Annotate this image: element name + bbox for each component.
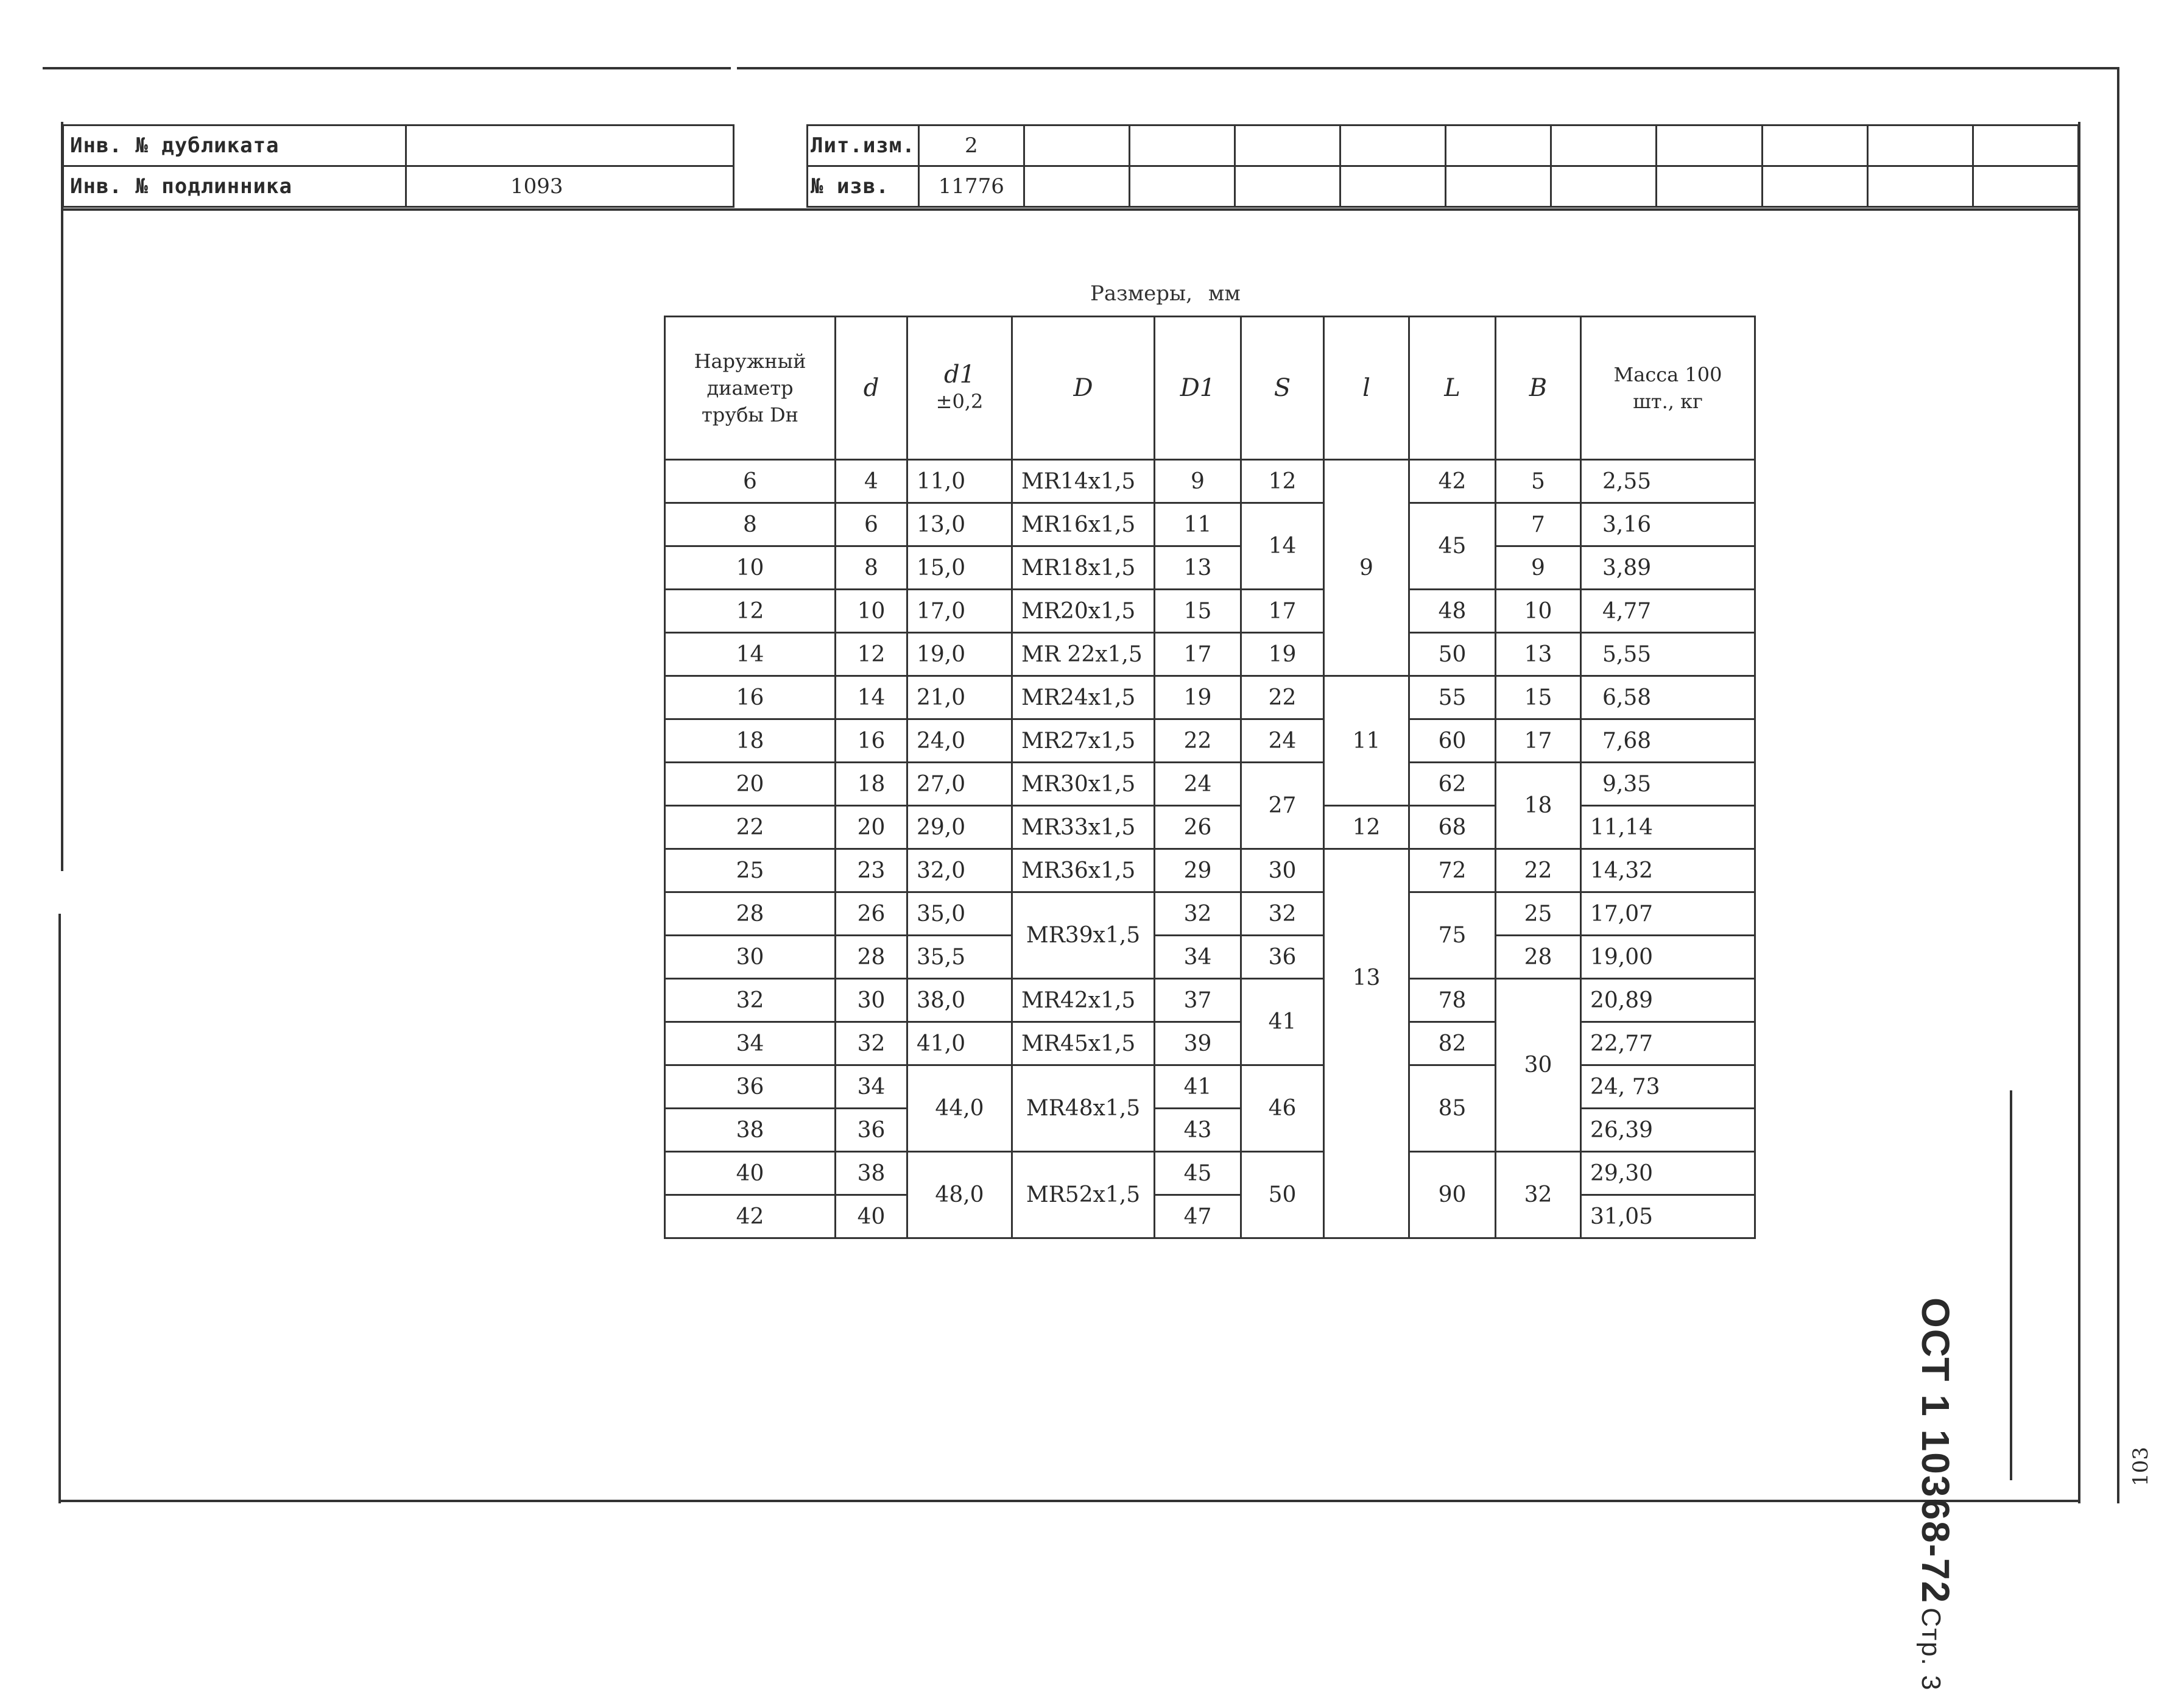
cell-D1: 37 — [1155, 979, 1241, 1022]
cell-S: 50 — [1241, 1152, 1324, 1238]
table-row — [665, 979, 1755, 1022]
table-row — [665, 503, 1755, 546]
table-row — [665, 633, 1755, 676]
stamp-changes — [806, 124, 2079, 208]
cell-outer-diameter: 40 — [665, 1152, 836, 1195]
cell-mass: 4,77 — [1581, 590, 1755, 633]
cell-outer-diameter: 25 — [665, 849, 836, 892]
cell-d1: 17,0 — [907, 590, 1012, 633]
cell-B: 28 — [1496, 936, 1581, 979]
cell-B: 7 — [1496, 503, 1581, 546]
table-caption — [1090, 281, 1241, 306]
cell-B: 5 — [1496, 460, 1581, 503]
cell-outer-diameter: 22 — [665, 806, 836, 849]
stamp-value — [406, 125, 734, 166]
frame-top — [61, 208, 2080, 211]
cell-D1: 34 — [1155, 936, 1241, 979]
cell-D: MR45x1,5 — [1012, 1022, 1155, 1065]
cell-outer-diameter: 6 — [665, 460, 836, 503]
stamp-empty-cell — [1129, 166, 1235, 207]
cell-D: MR18x1,5 — [1012, 546, 1155, 590]
cell-mass: 14,32 — [1581, 849, 1755, 892]
cell-d: 14 — [836, 676, 907, 719]
table-row — [665, 719, 1755, 763]
cell-d: 23 — [836, 849, 907, 892]
stamp-label: № изв. — [808, 166, 919, 207]
cell-mass: 2,55 — [1581, 460, 1755, 503]
cell-D1: 39 — [1155, 1022, 1241, 1065]
cell-D: MR 22x1,5 — [1012, 633, 1155, 676]
header-d1-symbol: d1 — [943, 361, 976, 389]
cell-L: 90 — [1409, 1152, 1496, 1238]
cell-S: 32 — [1241, 892, 1324, 936]
table-row — [665, 1022, 1755, 1065]
cell-mass: 31,05 — [1581, 1195, 1755, 1238]
caption-title: Размеры, — [1090, 281, 1192, 306]
cell-S: 36 — [1241, 936, 1324, 979]
cell-outer-diameter: 8 — [665, 503, 836, 546]
cell-S: 46 — [1241, 1065, 1324, 1152]
stamp-empty-cell — [1235, 125, 1340, 166]
cell-mass: 3,89 — [1581, 546, 1755, 590]
cell-mass: 19,00 — [1581, 936, 1755, 979]
cell-L: 78 — [1409, 979, 1496, 1022]
cell-L: 50 — [1409, 633, 1496, 676]
cell-S: 27 — [1241, 763, 1324, 849]
table-row — [665, 892, 1755, 936]
cell-D1: 22 — [1155, 719, 1241, 763]
cell-d: 34 — [836, 1065, 907, 1109]
cell-D1: 41 — [1155, 1065, 1241, 1109]
cell-outer-diameter: 28 — [665, 892, 836, 936]
cell-d: 8 — [836, 546, 907, 590]
document-code: ОСТ 1 10368-72 — [1914, 1297, 1957, 1605]
cell-d: 28 — [836, 936, 907, 979]
cell-D: MR52x1,5 — [1012, 1152, 1155, 1238]
cell-outer-diameter: 18 — [665, 719, 836, 763]
cell-D: MR30x1,5 — [1012, 763, 1155, 806]
cell-L: 45 — [1409, 503, 1496, 590]
cell-d: 16 — [836, 719, 907, 763]
cell-d: 40 — [836, 1195, 907, 1238]
cell-B: 9 — [1496, 546, 1581, 590]
stamp-value: 11776 — [918, 166, 1024, 207]
cell-mass: 9,35 — [1581, 763, 1755, 806]
cell-d1: 48,0 — [907, 1152, 1012, 1238]
stamp-empty-cell — [1129, 125, 1235, 166]
stamp-empty-cell — [1024, 125, 1129, 166]
stamp-empty-cell — [1867, 166, 1973, 207]
cell-L: 62 — [1409, 763, 1496, 806]
cell-outer-diameter: 34 — [665, 1022, 836, 1065]
cell-outer-diameter: 16 — [665, 676, 836, 719]
cell-B: 10 — [1496, 590, 1581, 633]
table-row — [665, 676, 1755, 719]
header-d: d — [836, 317, 907, 460]
cell-mass: 6,58 — [1581, 676, 1755, 719]
cell-B: 25 — [1496, 892, 1581, 936]
top-rule-right — [737, 67, 2119, 69]
stamp-label: Инв. № дубликата — [63, 125, 406, 166]
cell-outer-diameter: 14 — [665, 633, 836, 676]
cell-outer-diameter: 42 — [665, 1195, 836, 1238]
cell-d1: 29,0 — [907, 806, 1012, 849]
page-label: Стр. 3 — [1916, 1608, 1946, 1691]
stamp-empty-cell — [1762, 166, 1867, 207]
cell-d1: 32,0 — [907, 849, 1012, 892]
cell-outer-diameter: 30 — [665, 936, 836, 979]
cell-D1: 17 — [1155, 633, 1241, 676]
cell-mass: 3,16 — [1581, 503, 1755, 546]
cell-outer-diameter: 38 — [665, 1109, 836, 1152]
cell-d1: 19,0 — [907, 633, 1012, 676]
cell-B: 30 — [1496, 979, 1581, 1152]
frame-bottom — [58, 1500, 2080, 1502]
cell-mass: 24, 73 — [1581, 1065, 1755, 1109]
cell-S: 14 — [1241, 503, 1324, 590]
right-outer-edge — [2117, 67, 2119, 1503]
stamp-row — [808, 166, 2079, 207]
cell-D1: 47 — [1155, 1195, 1241, 1238]
cell-d: 30 — [836, 979, 907, 1022]
cell-l: 12 — [1324, 806, 1409, 849]
cell-D1: 32 — [1155, 892, 1241, 936]
cell-D: MR36x1,5 — [1012, 849, 1155, 892]
table-row — [665, 806, 1755, 849]
cell-L: 55 — [1409, 676, 1496, 719]
cell-d1: 13,0 — [907, 503, 1012, 546]
cell-mass: 17,07 — [1581, 892, 1755, 936]
stamp-empty-cell — [1551, 125, 1657, 166]
cell-D1: 29 — [1155, 849, 1241, 892]
table-row — [665, 1109, 1755, 1152]
stamp-empty-cell — [1867, 125, 1973, 166]
table-row — [665, 849, 1755, 892]
header-B: B — [1496, 317, 1581, 460]
cell-B: 17 — [1496, 719, 1581, 763]
cell-D1: 13 — [1155, 546, 1241, 590]
cell-d: 10 — [836, 590, 907, 633]
cell-L: 68 — [1409, 806, 1496, 849]
cell-d1: 21,0 — [907, 676, 1012, 719]
cell-S: 41 — [1241, 979, 1324, 1065]
cell-l: 9 — [1324, 460, 1409, 676]
stamp-empty-cell — [1340, 166, 1446, 207]
cell-D1: 11 — [1155, 503, 1241, 546]
cell-d: 4 — [836, 460, 907, 503]
cell-D: MR24x1,5 — [1012, 676, 1155, 719]
cell-S: 19 — [1241, 633, 1324, 676]
cell-D: MR39x1,5 — [1012, 892, 1155, 979]
cell-B: 13 — [1496, 633, 1581, 676]
cell-B: 32 — [1496, 1152, 1581, 1238]
cell-D: MR14x1,5 — [1012, 460, 1155, 503]
cell-d1: 27,0 — [907, 763, 1012, 806]
frame-left-lower — [58, 914, 61, 1503]
cell-mass: 7,68 — [1581, 719, 1755, 763]
cell-L: 42 — [1409, 460, 1496, 503]
stamp-empty-cell — [1024, 166, 1129, 207]
cell-mass: 11,14 — [1581, 806, 1755, 849]
cell-mass: 5,55 — [1581, 633, 1755, 676]
cell-L: 72 — [1409, 849, 1496, 892]
stamp-label: Инв. № подлинника — [63, 166, 406, 207]
cell-D1: 15 — [1155, 590, 1241, 633]
table-header-row — [665, 317, 1755, 460]
cell-S: 24 — [1241, 719, 1324, 763]
cell-d1: 44,0 — [907, 1065, 1012, 1152]
cell-d: 18 — [836, 763, 907, 806]
cell-L: 60 — [1409, 719, 1496, 763]
cell-d: 26 — [836, 892, 907, 936]
top-rule-left — [43, 67, 731, 69]
cell-d1: 41,0 — [907, 1022, 1012, 1065]
cell-d: 20 — [836, 806, 907, 849]
cell-d1: 35,5 — [907, 936, 1012, 979]
cell-D: MR20x1,5 — [1012, 590, 1155, 633]
cell-d: 36 — [836, 1109, 907, 1152]
document-designation — [1913, 1297, 1958, 1691]
header-l: l — [1324, 317, 1409, 460]
header-D1: D1 — [1155, 317, 1241, 460]
cell-l: 13 — [1324, 849, 1409, 1238]
cell-d: 38 — [836, 1152, 907, 1195]
cell-d: 12 — [836, 633, 907, 676]
stamp-empty-cell — [1973, 166, 2078, 207]
stamp-label: Лит.изм. — [808, 125, 919, 166]
table-row — [665, 936, 1755, 979]
stamp-empty-cell — [1657, 125, 1762, 166]
header-outer-diameter: Наружный диаметр трубы Dн — [665, 317, 836, 460]
cell-S: 30 — [1241, 849, 1324, 892]
cell-d: 32 — [836, 1022, 907, 1065]
cell-D: MR27x1,5 — [1012, 719, 1155, 763]
designation-underline — [2010, 1090, 2012, 1480]
stamp-value: 1093 — [406, 166, 734, 207]
cell-D1: 45 — [1155, 1152, 1241, 1195]
cell-S: 17 — [1241, 590, 1324, 633]
cell-L: 85 — [1409, 1065, 1496, 1152]
header-mass: Масса 100 шт., кг — [1581, 317, 1755, 460]
table-row — [665, 1152, 1755, 1195]
table-row — [665, 546, 1755, 590]
cell-B: 22 — [1496, 849, 1581, 892]
stamp-value: 2 — [918, 125, 1024, 166]
stamp-row — [63, 125, 734, 166]
cell-l: 11 — [1324, 676, 1409, 806]
cell-outer-diameter: 10 — [665, 546, 836, 590]
cell-d1: 38,0 — [907, 979, 1012, 1022]
cell-D1: 19 — [1155, 676, 1241, 719]
cell-D1: 43 — [1155, 1109, 1241, 1152]
cell-mass: 22,77 — [1581, 1022, 1755, 1065]
cell-D: MR16x1,5 — [1012, 503, 1155, 546]
stamp-empty-cell — [1973, 125, 2078, 166]
stamp-row — [63, 166, 734, 207]
header-d1-tolerance: ±0,2 — [935, 390, 984, 413]
stamp-empty-cell — [1446, 166, 1551, 207]
cell-B: 18 — [1496, 763, 1581, 849]
stamp-empty-cell — [1551, 166, 1657, 207]
table-row — [665, 1195, 1755, 1238]
cell-mass: 20,89 — [1581, 979, 1755, 1022]
cell-d1: 35,0 — [907, 892, 1012, 936]
cell-outer-diameter: 12 — [665, 590, 836, 633]
header-D: D — [1012, 317, 1155, 460]
header-d1 — [907, 317, 1012, 460]
cell-outer-diameter: 32 — [665, 979, 836, 1022]
cell-mass: 29,30 — [1581, 1152, 1755, 1195]
header-S: S — [1241, 317, 1324, 460]
cell-D1: 9 — [1155, 460, 1241, 503]
table-row — [665, 763, 1755, 806]
cell-d: 6 — [836, 503, 907, 546]
cell-L: 75 — [1409, 892, 1496, 979]
cell-outer-diameter: 20 — [665, 763, 836, 806]
cell-mass: 26,39 — [1581, 1109, 1755, 1152]
table-row — [665, 590, 1755, 633]
stamp-empty-cell — [1762, 125, 1867, 166]
corner-page-number: 103 — [2129, 1447, 2153, 1486]
cell-d1: 11,0 — [907, 460, 1012, 503]
cell-S: 22 — [1241, 676, 1324, 719]
cell-D: MR48x1,5 — [1012, 1065, 1155, 1152]
cell-D: MR42x1,5 — [1012, 979, 1155, 1022]
cell-d1: 15,0 — [907, 546, 1012, 590]
cell-S: 12 — [1241, 460, 1324, 503]
frame-right — [2078, 122, 2080, 1503]
stamp-empty-cell — [1340, 125, 1446, 166]
dimensions-table — [664, 316, 1756, 1239]
stamp-empty-cell — [1446, 125, 1551, 166]
caption-unit: мм — [1208, 281, 1241, 306]
table-row — [665, 1065, 1755, 1109]
cell-B: 15 — [1496, 676, 1581, 719]
cell-outer-diameter: 36 — [665, 1065, 836, 1109]
table-row — [665, 460, 1755, 503]
cell-D1: 26 — [1155, 806, 1241, 849]
stamp-row — [808, 125, 2079, 166]
stamp-inventory — [62, 124, 734, 208]
frame-left-upper — [61, 122, 63, 871]
cell-d1: 24,0 — [907, 719, 1012, 763]
cell-L: 82 — [1409, 1022, 1496, 1065]
cell-D: MR33x1,5 — [1012, 806, 1155, 849]
stamp-empty-cell — [1657, 166, 1762, 207]
cell-L: 48 — [1409, 590, 1496, 633]
stamp-empty-cell — [1235, 166, 1340, 207]
header-L: L — [1409, 317, 1496, 460]
cell-D1: 24 — [1155, 763, 1241, 806]
